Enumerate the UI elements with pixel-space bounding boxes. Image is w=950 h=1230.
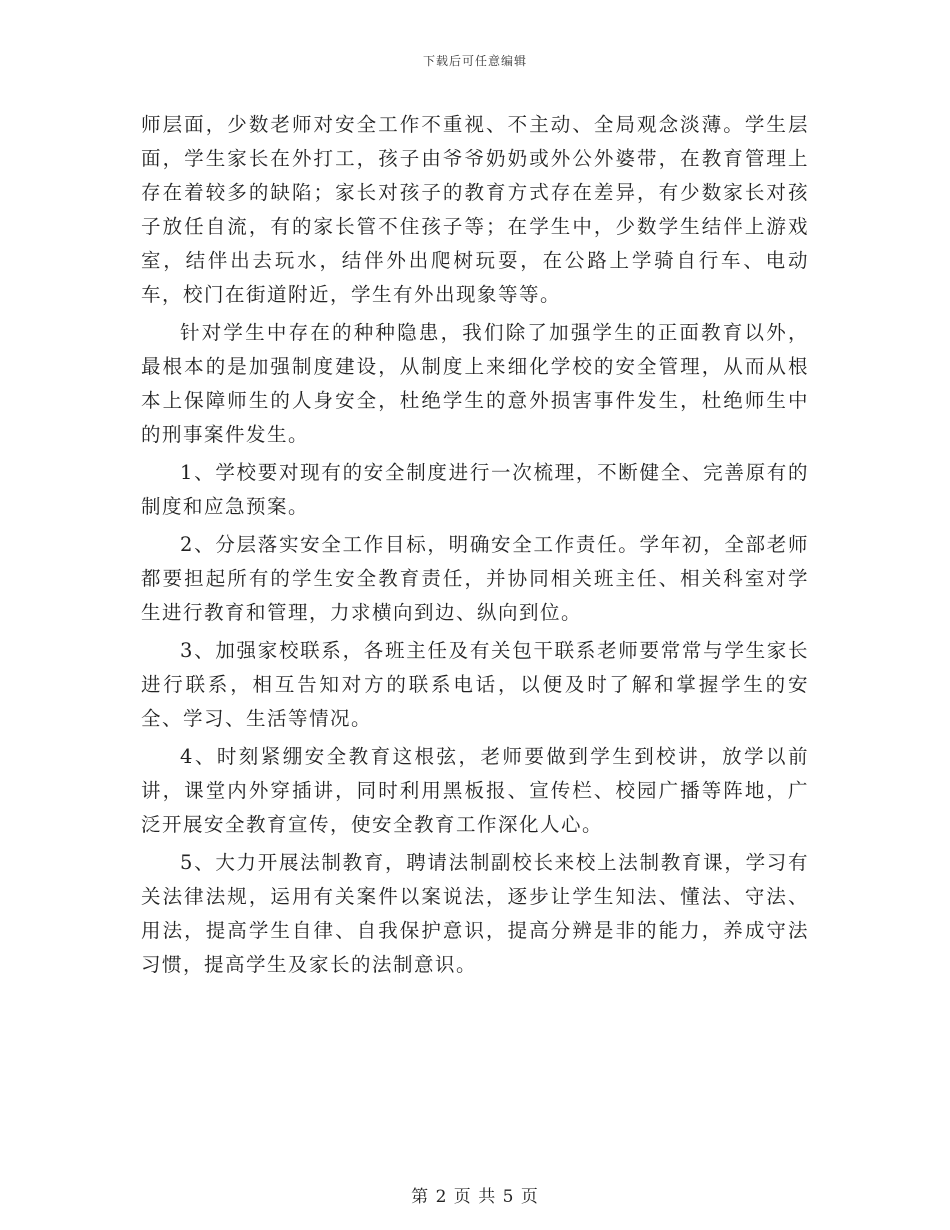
paragraph-item-3: 3、加强家校联系，各班主任及有关包干联系老师要常常与学生家长进行联系，相互告知对方的联系电话，以便及时了解和掌握学生的安全、学习、生活等情况。: [141, 639, 809, 730]
paragraph-continuation: 师层面，少数老师对安全工作不重视、不主动、全局观念淡薄。学生层面，学生家长在外打工，孩子由爷爷奶奶或外公外婆带，在教育管理上存在着较多的缺陷；家长对孩子的教育方式存在差异，有少数家长对孩子放任自流，有的家长管不住孩子等；在学生中，少数学生结伴上游戏室，结伴出去玩水，结伴外出爬树玩耍，在公路上学骑自行车、电动车，校门在街道附近，学生有外出现象等等。: [141, 113, 809, 306]
paragraph-item-5: 5、大力开展法制教育，聘请法制副校长来校上法制教育课，学习有关法律法规，运用有关案件以案说法，逐步让学生知法、懂法、守法、用法，提高学生自律、自我保护意识，提高分辨是非的能力，养成守法习惯，提高学生及家长的法制意识。: [141, 851, 809, 976]
paragraph-intro-measures: 针对学生中存在的种种隐患，我们除了加强学生的正面教育以外，最根本的是加强制度建设，从制度上来细化学校的安全管理，从而从根本上保障师生的人身安全，杜绝学生的意外损害事件发生，杜绝师生中的刑事案件发生。: [141, 321, 809, 446]
paragraph-item-1: 1、学校要对现有的安全制度进行一次梳理，不断健全、完善原有的制度和应急预案。: [141, 461, 809, 518]
paragraph-item-4: 4、时刻紧绷安全教育这根弦，老师要做到学生到校讲，放学以前讲，课堂内外穿插讲，同时利用黑板报、宣传栏、校园广播等阵地，广泛开展安全教育宣传，使安全教育工作深化人心。: [141, 745, 809, 836]
document-body: [141, 108, 809, 986]
page-header: 下载后可任意编辑: [422, 54, 527, 68]
paragraph-item-2: 2、分层落实安全工作目标，明确安全工作责任。学年初，全部老师都要担起所有的学生安全教育责任，并协同相关班主任、相关科室对学生进行教育和管理，力求横向到边、纵向到位。: [141, 533, 809, 624]
page-number-footer: 第 2 页 共 5 页: [411, 1187, 539, 1207]
